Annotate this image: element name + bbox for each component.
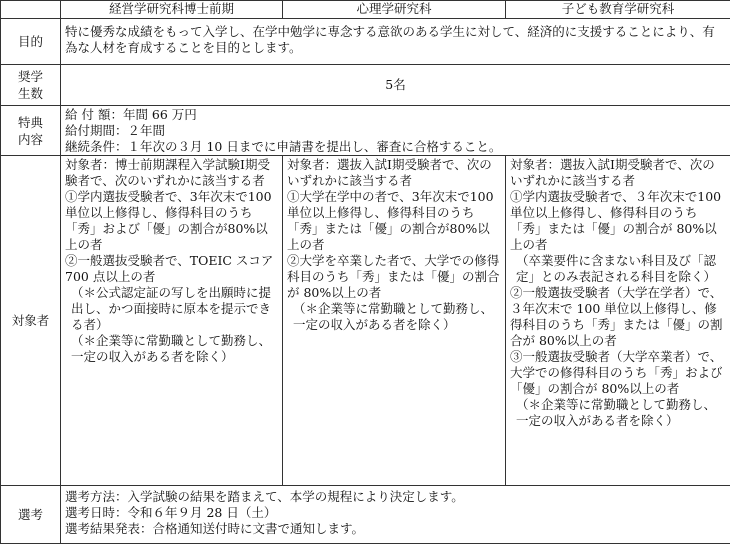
eligible-psychology <box>283 156 506 486</box>
header-child-education: 子ども教育学研究科 <box>506 1 730 19</box>
eligible-item: ②一般選抜受験者で、TOEIC スコア 700 点以上の者 <box>65 253 274 284</box>
eligible-item: ③一般選抜受験者（大学卒業者）で、大学での修得科目のうち「秀」および「優」の割合が 80%以上の者 <box>510 349 723 396</box>
eligible-note: （＊公式認定証の写しを出願時に提出し、かつ面接時に原本を提示できる者） <box>71 285 272 332</box>
eligible-note: （＊企業等に常勤職として勤務し、一定の収入がある者を除く） <box>516 397 717 428</box>
benefit-label <box>1 106 61 156</box>
count-value: 5名 <box>61 65 730 106</box>
eligible-item: ①学内選抜受験者で、３年次末で100 単位以上修得し、修得科目のうち「秀」または「優」の割合が 80%以上の者 <box>510 189 722 252</box>
eligible-note: （＊企業等に常勤職として勤務し、一定の収入がある者を除く） <box>71 333 272 364</box>
selection-row <box>1 486 730 544</box>
eligible-item: ①学内選抜受験者で、3年次末で100 単位以上修得し、修得科目のうち「秀」および「優」の割合が80%以上の者 <box>65 189 272 252</box>
purpose-row <box>1 19 730 65</box>
count-label-text: 奨学生数 <box>17 69 43 101</box>
eligible-management <box>61 156 283 486</box>
eligible-note: （＊企業等に常勤職として勤務し、一定の収入がある者を除く） <box>293 301 494 332</box>
eligible-item: 対象者：選抜入試Ⅰ期受験者で、次のいずれかに該当する者 <box>510 157 715 188</box>
header-corner <box>1 1 61 19</box>
selection-content <box>61 486 730 544</box>
header-management: 経営学研究科博士前期 <box>61 1 283 19</box>
eligible-child-education <box>506 156 730 486</box>
eligible-row <box>1 156 730 486</box>
eligible-item: ②大学を卒業した者で、大学での修得科目のうち「秀」または「優」の割合が 80%以上の者 <box>287 253 500 300</box>
selection-line: 選考結果発表：合格通知送付時に文書で通知します。 <box>65 521 365 536</box>
selection-line: 選考方法：入学試験の結果を踏まえて、本学の規程により決定します。 <box>65 489 464 504</box>
eligible-item: 対象者：選抜入試Ⅰ期受験者で、次のいずれかに該当する者 <box>287 157 492 188</box>
benefit-content <box>61 106 730 156</box>
purpose-text: 特に優秀な成績をもって入学し、在学中勉学に専念する意欲のある学生に対して、経済的に支援することにより、有為な人材を育成することを目的とします。 <box>61 19 730 65</box>
eligible-item: 対象者：博士前期課程入学試験Ⅰ期受験者で、次のいずれかに該当する者 <box>65 157 270 188</box>
purpose-label: 目的 <box>1 19 61 65</box>
header-psychology: 心理学研究科 <box>283 1 506 19</box>
benefit-row <box>1 106 730 156</box>
selection-line: 選考日時：令和６年９月 28 日（土） <box>65 505 277 520</box>
benefit-line: 給 付 額：年間 66 万円 <box>65 107 197 122</box>
eligible-item: ②一般選抜受験者（大学在学者）で、３年次末で 100 単位以上修得し、修得科目のうち「秀」または「優」の割合が 80%以上の者 <box>510 285 723 348</box>
eligible-item: ①大学在学中の者で、3年次末で100 単位以上修得し、修得科目のうち「秀」または「優」の割合が80%以上の者 <box>287 189 494 252</box>
benefit-line: 給付期間：２年間 <box>65 123 166 138</box>
eligible-label: 対象者 <box>1 156 61 486</box>
benefit-label-text: 特典内容 <box>17 114 43 147</box>
benefit-line: 継続条件：１年次の３月 10 日までに申請書を提出し、審査に合格すること。 <box>65 139 502 154</box>
header-row <box>1 1 730 19</box>
eligible-note: （卒業要件に含まない科目及び「認定」とのみ表記される科目を除く） <box>516 253 717 284</box>
count-row <box>1 65 730 106</box>
count-label <box>1 65 61 106</box>
selection-label: 選考 <box>1 486 61 544</box>
